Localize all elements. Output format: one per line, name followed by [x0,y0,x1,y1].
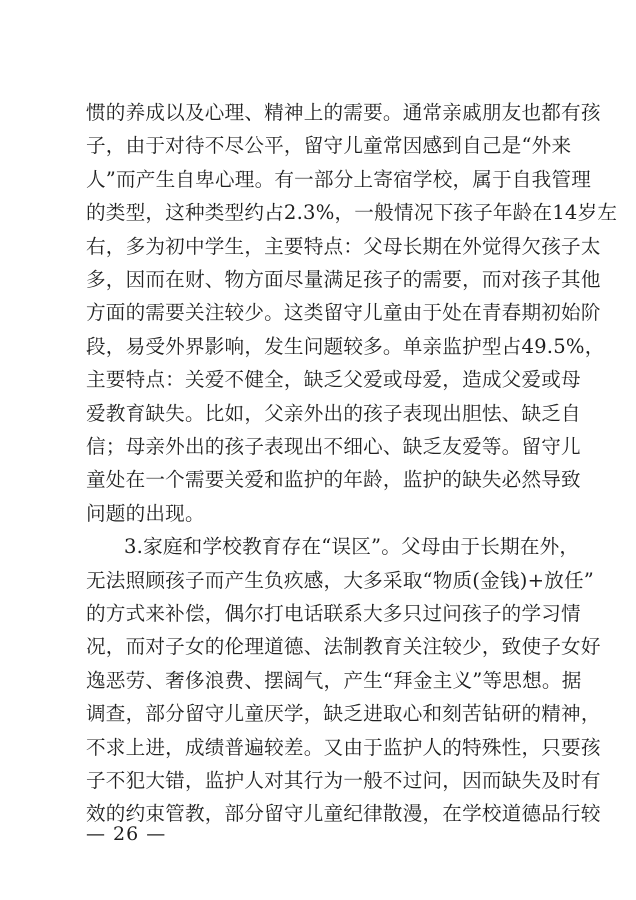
text-line: 问题的出现。 [86,501,205,525]
text-line: 不求上进，成绩普遍较差。又由于监护人的特殊性，只要孩 [86,735,601,759]
text-line: 多，因而在财、物方面尽量满足孩子的需要，而对孩子其他 [86,268,601,291]
text-line: 逸恶劳、奢侈浪费、摆阔气，产生“拜金主义”等思想。据 [86,668,582,692]
text-line: 况，而对子女的伦理道德、法制教育关注较少，致使子女好 [86,635,601,659]
text-line: 主要特点：关爱不健全，缺乏父爱或母爱，造成父爱或母 [86,368,581,392]
text-line: 的方式来补偿，偶尔打电话联系大多只过问孩子的学习情 [86,602,581,625]
text-line: 子不犯大错，监护人对其行为一般不过问，因而缺失及时有 [86,769,601,792]
text-line: 爱教育缺失。比如，父亲外出的孩子表现出胆怯、缺乏自 [86,401,581,425]
text-line: 惯的养成以及心理、精神上的需要。通常亲戚朋友也都有孩 [86,101,601,124]
text-line: 效的约束管教，部分留守儿童纪律散漫，在学校道德品行较 [86,802,601,826]
text-line: 方面的需要关注较少。这类留守儿童由于处在青春期初始阶 [86,301,601,325]
text-line: 无法照顾孩子而产生负疚感，大多采取“物质(金钱)+放任” [86,568,594,592]
text-line: 子，由于对待不尽公平，留守儿童常因感到自己是“外来 [86,134,572,158]
text-line: 的类型，这种类型约占2.3%，一般情况下孩子年龄在14岁左 [86,201,618,225]
text-line: 3.家庭和学校教育存在“误区”。父母由于长期在外， [124,535,580,559]
text-line: 人”而产生自卑心理。有一部分上寄宿学校，属于自我管理 [86,167,592,191]
text-line: 段，易受外界影响，发生问题较多。单亲监护型占49.5%， [86,334,605,358]
text-line: 右，多为初中学生，主要特点：父母长期在外觉得欠孩子太 [86,234,601,258]
text-line: 童处在一个需要关爱和监护的年龄，监护的缺失必然导致 [86,468,581,492]
page-number: — 26 — [86,823,167,845]
text-line: 调查，部分留守儿童厌学，缺乏进取心和刻苦钻研的精神， [86,702,601,726]
text-line: 信；母亲外出的孩子表现出不细心、缺乏友爱等。留守儿 [86,435,581,458]
